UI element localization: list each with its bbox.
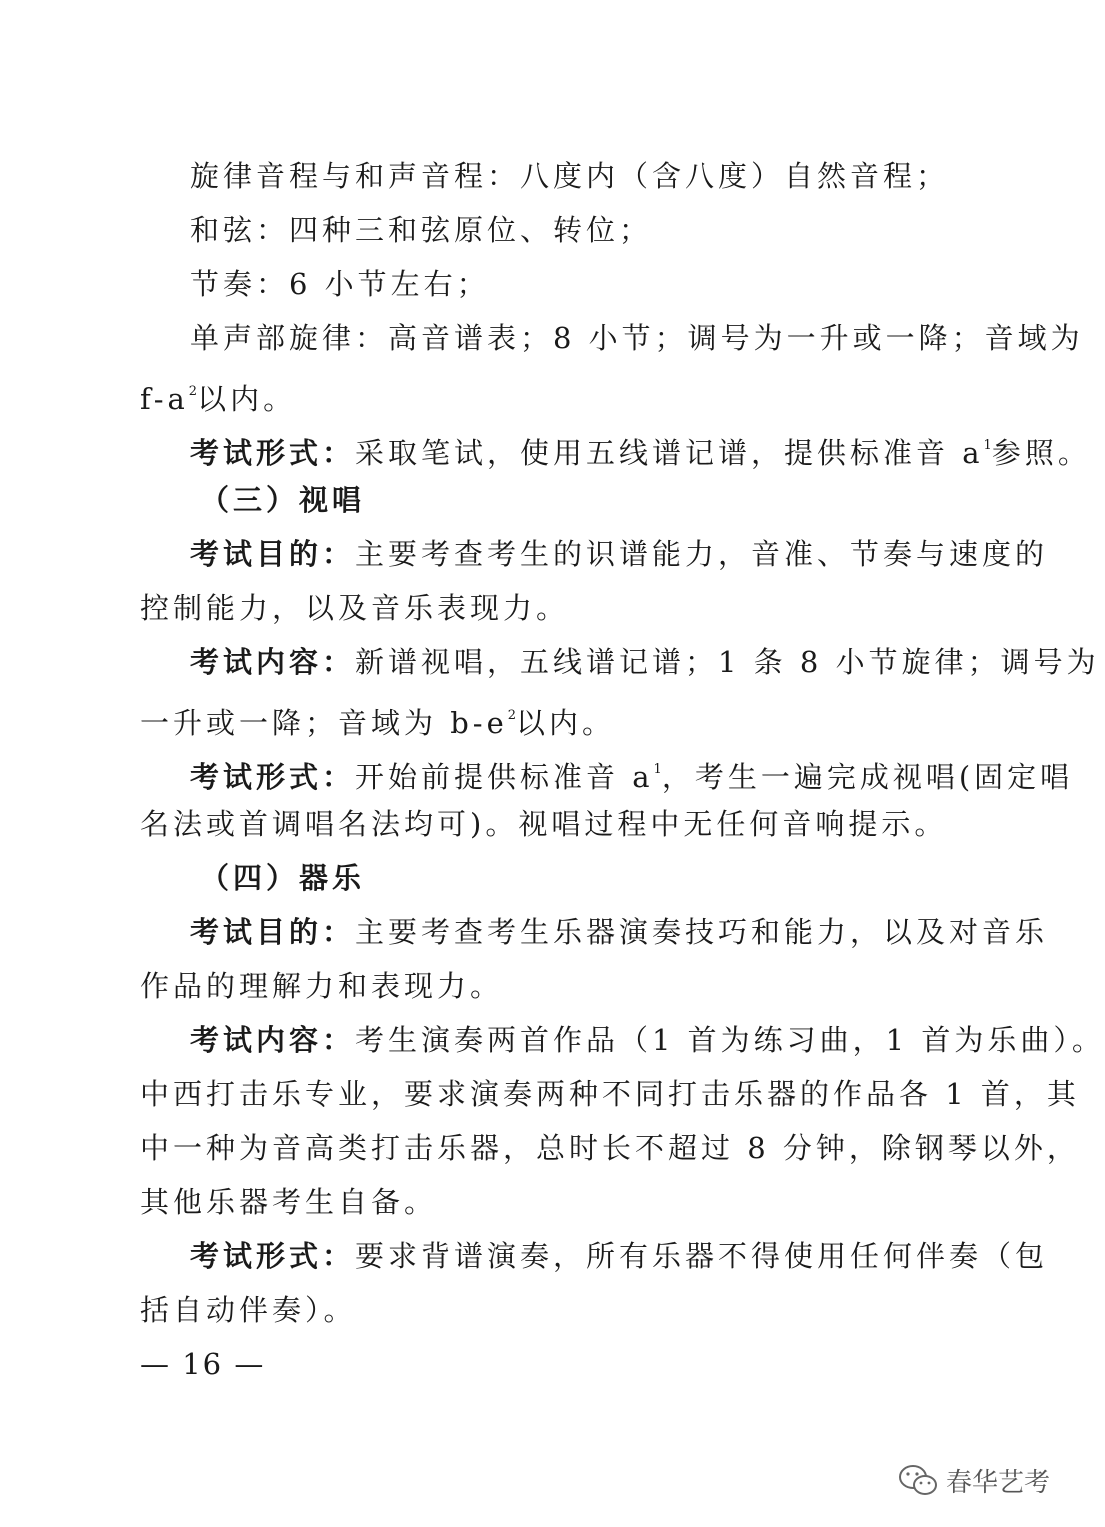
text-line: 作品的理解力和表现力。 <box>140 969 504 1003</box>
text-span: ，考生一遍完成视唱(固定唱 <box>661 760 1074 794</box>
text-line: 括自动伴奏）。 <box>140 1293 357 1327</box>
wechat-icon <box>898 1464 938 1498</box>
watermark <box>898 1462 1050 1499</box>
text-line <box>190 536 1049 572</box>
watermark-text: 春华艺考 <box>946 1468 1051 1498</box>
page-number: — 16 — <box>140 1347 266 1381</box>
text-span: 以内。 <box>197 382 297 416</box>
text-span: 要求背谱演奏，所有乐器不得使用任何伴奏（包 <box>355 1239 1049 1273</box>
bold-label: 考试目的： <box>190 537 356 571</box>
bold-label: 考试目的： <box>190 915 356 949</box>
section-heading-4: （四）器乐 <box>200 861 366 895</box>
text-line: 节奏：6 小节左右； <box>190 267 490 301</box>
text-span: 以内。 <box>516 706 616 740</box>
bold-label: 考试形式： <box>190 436 356 470</box>
text-span: 开始前提供标准音 a <box>355 760 654 794</box>
text-line <box>190 1238 1049 1274</box>
superscript: 2 <box>188 384 198 399</box>
bold-label: 考试形式： <box>190 760 356 794</box>
text-line <box>190 428 1091 471</box>
text-line: 中一种为音高类打击乐器，总时长不超过 8 分钟，除钢琴以外， <box>140 1131 1080 1165</box>
text-span: 采取笔试，使用五线谱记谱，提供标准音 a <box>355 436 984 470</box>
text-line: 控制能力，以及音乐表现力。 <box>140 591 570 625</box>
superscript: 1 <box>653 762 662 777</box>
bold-label: 考试内容： <box>190 645 356 679</box>
text-span: 主要考查考生的识谱能力，音准、节奏与速度的 <box>355 537 1049 571</box>
text-line <box>190 1022 1105 1058</box>
text-span: f-a <box>140 382 189 416</box>
bold-label: 考试形式： <box>190 1239 356 1273</box>
bold-label: 考试内容： <box>190 1023 356 1057</box>
text-span: 考生演奏两首作品（1 首为练习曲，1 首为乐曲）。 <box>355 1023 1105 1057</box>
text-line <box>190 752 1074 795</box>
superscript: 1 <box>983 438 992 453</box>
text-line: 和弦：四种三和弦原位、转位； <box>190 213 653 247</box>
text-line <box>190 644 1100 680</box>
text-line <box>140 698 960 741</box>
text-span: 一升或一降；音域为 b-e <box>140 706 508 740</box>
superscript: 2 <box>507 708 517 723</box>
text-line: 中西打击乐专业，要求演奏两种不同打击乐器的作品各 1 首，其 <box>140 1077 1080 1111</box>
text-line <box>140 374 960 417</box>
text-span: 新谱视唱，五线谱记谱；1 条 8 小节旋律；调号为 <box>355 645 1100 679</box>
text-line: 其他乐器考生自备。 <box>140 1185 438 1219</box>
text-line: 单声部旋律：高音谱表；8 小节；调号为一升或一降；音域为 <box>190 321 1084 355</box>
text-line: 名法或首调唱名法均可)。视唱过程中无任何音响提示。 <box>140 807 948 841</box>
text-span: 参照。 <box>991 436 1091 470</box>
text-line <box>190 914 1049 950</box>
section-heading-3: （三）视唱 <box>200 483 366 517</box>
text-span: 主要考查考生乐器演奏技巧和能力，以及对音乐 <box>355 915 1049 949</box>
text-line: 旋律音程与和声音程：八度内（含八度）自然音程； <box>190 159 950 193</box>
